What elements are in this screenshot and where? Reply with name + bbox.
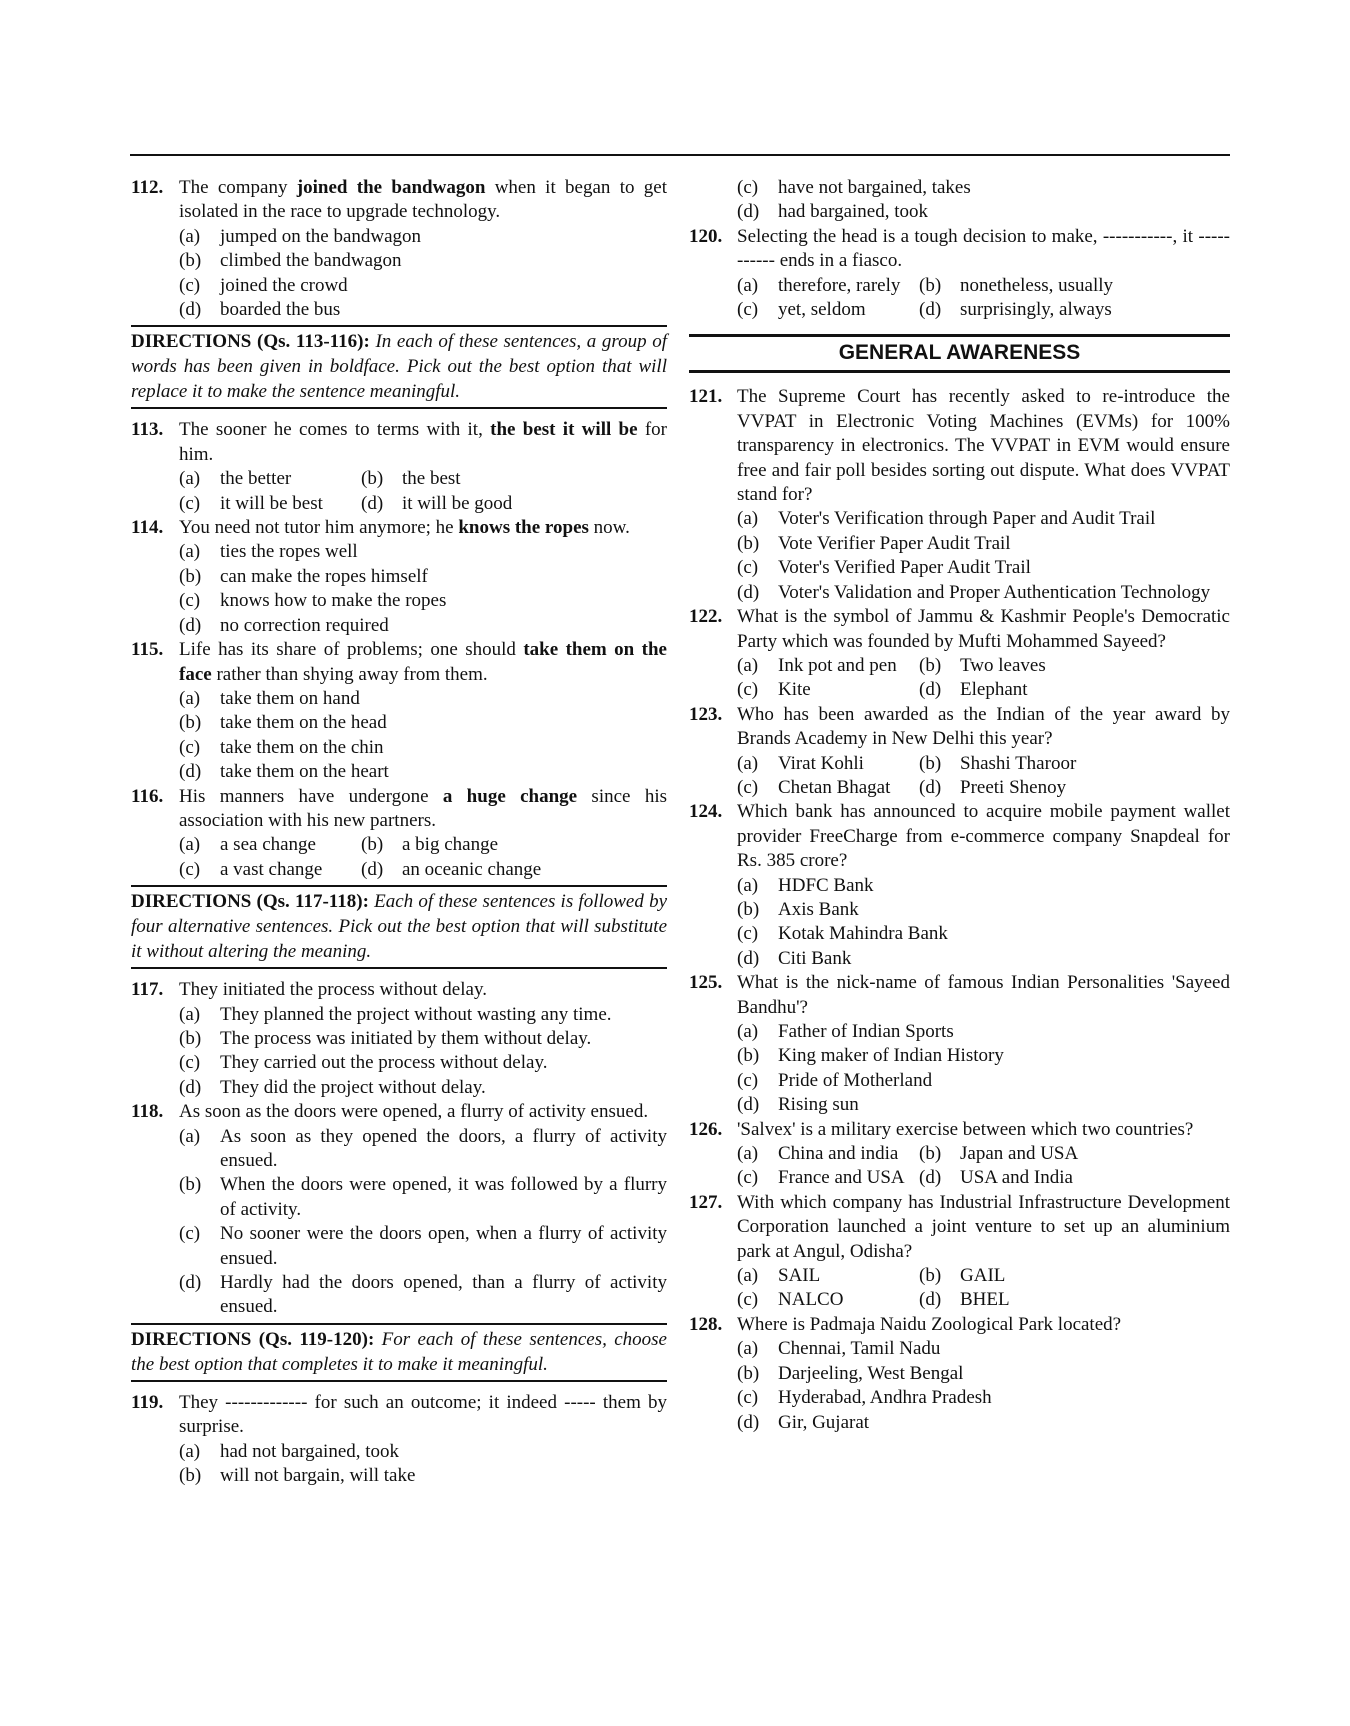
- question-text: What is the nick-name of famous Indian Personalities 'Sayeed Bandhu'?: [737, 972, 1230, 1018]
- question-121: [689, 385, 1230, 507]
- option-c: (c) France and USA: [737, 1167, 905, 1189]
- right-column: [689, 176, 1230, 1435]
- option-a: (a) the better: [179, 468, 292, 490]
- option-c: (c) They carried out the process without delay.: [179, 1052, 548, 1074]
- question-127: [689, 1191, 1230, 1264]
- option-c: (c) Kotak Mahindra Bank: [737, 923, 948, 945]
- directions-119-120: DIRECTIONS (Qs. 119-120): For each of these sentences, choose the best option that completes it to make it meaningful.: [131, 1323, 667, 1382]
- question-number: 118.: [131, 1101, 164, 1123]
- question-number: 125.: [689, 972, 723, 994]
- option-a: (a) had not bargained, took: [179, 1440, 400, 1462]
- option-row: [689, 1166, 1230, 1190]
- option-a: (a) China and india: [737, 1143, 899, 1165]
- question-number: 113.: [131, 419, 164, 441]
- option-row: [689, 752, 1230, 776]
- option-c: (c) Kite: [737, 679, 811, 701]
- question-number: 115.: [131, 639, 164, 661]
- question-114: [131, 516, 667, 540]
- option-row: [689, 776, 1230, 800]
- question-number: 114.: [131, 517, 164, 539]
- option-a: (a) SAIL: [737, 1265, 821, 1287]
- question-123: [689, 703, 1230, 752]
- option-d: (d) Elephant: [919, 679, 1028, 701]
- option-c: (c) knows how to make the ropes: [179, 590, 447, 612]
- question-126: [689, 1118, 1230, 1142]
- question-number: 116.: [131, 785, 164, 807]
- option-c: (c) take them on the chin: [179, 736, 384, 758]
- question-number: 124.: [689, 801, 723, 823]
- option-c: (c) Voter's Verified Paper Audit Trail: [737, 557, 1031, 579]
- question-number: 123.: [689, 703, 723, 725]
- option-d: (d) had bargained, took: [737, 201, 929, 223]
- question-118: [131, 1100, 667, 1124]
- option-d: (d) take them on the heart: [179, 761, 389, 783]
- question-number: 119.: [131, 1391, 164, 1413]
- option-c: (c) Pride of Motherland: [737, 1069, 933, 1091]
- option-c: (c) No sooner were the doors open, when a flurry of activity ensued.: [179, 1223, 667, 1269]
- option-d: (d) it will be good: [361, 492, 513, 514]
- option-d: (d) Hardly had the doors opened, than a flurry of activity ensued.: [179, 1272, 667, 1318]
- option-a: (a) Ink pot and pen: [737, 654, 897, 676]
- option-row: [689, 1288, 1230, 1312]
- top-rule: [130, 154, 1230, 156]
- option-a: (a) They planned the project without wasting any time.: [179, 1003, 612, 1025]
- question-text: What is the symbol of Jammu & Kashmir People's Democratic Party which was founded by Mufti Mohammed Sayeed?: [737, 606, 1230, 652]
- option-a: (a) HDFC Bank: [737, 874, 874, 896]
- option-row: [689, 298, 1230, 322]
- option-b: (b) the best: [361, 468, 461, 490]
- question-119: [131, 1391, 667, 1440]
- question-number: 128.: [689, 1313, 723, 1335]
- question-text: Where is Padmaja Naidu Zoological Park located?: [737, 1313, 1122, 1335]
- option-b: (b) take them on the head: [179, 712, 387, 734]
- option-c: (c) joined the crowd: [179, 274, 348, 296]
- option-d: (d) Rising sun: [737, 1094, 859, 1116]
- option-b: (b) King maker of Indian History: [737, 1045, 1004, 1067]
- option-row: [689, 654, 1230, 678]
- option-row: [689, 1264, 1230, 1288]
- question-128: [689, 1313, 1230, 1337]
- question-125: [689, 971, 1230, 1020]
- option-b: (b) Darjeeling, West Bengal: [737, 1362, 964, 1384]
- option-b: (b) The process was initiated by them without delay.: [179, 1027, 592, 1049]
- option-row: [689, 274, 1230, 298]
- option-b: (b) climbed the bandwagon: [179, 250, 402, 272]
- option-b: (b) GAIL: [919, 1265, 1006, 1287]
- question-text: Life has its share of problems; one should take them on the face rather than shying away from them.: [179, 639, 667, 685]
- option-b: (b) Shashi Tharoor: [919, 752, 1077, 774]
- option-a: (a) Father of Indian Sports: [737, 1021, 954, 1042]
- question-text: Who has been awarded as the Indian of the year award by Brands Academy in New Delhi this year?: [737, 703, 1230, 750]
- option-b: (b) will not bargain, will take: [179, 1465, 416, 1487]
- question-number: 127.: [689, 1191, 723, 1213]
- question-113: [131, 418, 667, 467]
- option-b: (b) Vote Verifier Paper Audit Trail: [737, 532, 1011, 554]
- option-row: [131, 858, 667, 882]
- option-c: (c) a vast change: [179, 858, 323, 880]
- option-a: (a) Chennai, Tamil Nadu: [737, 1338, 941, 1360]
- option-row: [689, 1142, 1230, 1166]
- directions-117-118: DIRECTIONS (Qs. 117-118): Each of these sentences is followed by four alternative sentences. Pick out the best option that will substitute it without altering the meaning.: [131, 885, 667, 969]
- option-d: (d) They did the project without delay.: [179, 1076, 486, 1098]
- option-d: (d) surprisingly, always: [919, 299, 1112, 321]
- option-b: (b) a big change: [361, 834, 499, 856]
- option-a: (a) take them on hand: [179, 687, 360, 709]
- section-heading: GENERAL AWARENESS: [689, 334, 1230, 373]
- option-d: (d) boarded the bus: [179, 299, 341, 321]
- question-117: [131, 978, 667, 1002]
- option-c: (c) yet, seldom: [737, 299, 866, 321]
- question-text: They initiated the process without delay.: [179, 979, 487, 1001]
- question-text: The sooner he comes to terms with it, the best it will be for him.: [179, 419, 667, 465]
- question-number: 122.: [689, 606, 723, 628]
- option-row: [131, 492, 667, 516]
- option-d: (d) Gir, Gujarat: [737, 1411, 870, 1433]
- question-124: [689, 800, 1230, 873]
- option-a: (a) As soon as they opened the doors, a flurry of activity ensued.: [179, 1125, 667, 1171]
- option-d: (d) an oceanic change: [361, 858, 542, 880]
- option-b: (b) Axis Bank: [737, 898, 859, 920]
- option-row: [689, 678, 1230, 702]
- question-number: 121.: [689, 386, 723, 408]
- option-b: (b) can make the ropes himself: [179, 565, 428, 587]
- option-c: (c) Hyderabad, Andhra Pradesh: [737, 1387, 992, 1409]
- option-d: (d) Voter's Validation and Proper Authentication Technology: [737, 581, 1211, 603]
- option-b: (b) nonetheless, usually: [919, 274, 1114, 296]
- option-a: (a) Virat Kohli: [737, 752, 864, 774]
- option-d: (d) USA and India: [919, 1167, 1073, 1189]
- option-d: (d) Citi Bank: [737, 947, 852, 969]
- option-a: (a) therefore, rarely: [737, 274, 901, 296]
- option-a: (a) jumped on the bandwagon: [179, 225, 422, 247]
- option-b: (b) Two leaves: [919, 654, 1046, 676]
- option-d: (d) no correction required: [179, 614, 389, 636]
- option-c: (c) it will be best: [179, 492, 323, 514]
- question-text: Which bank has announced to acquire mobile payment wallet provider FreeCharge from e-commerce company Snapdeal for Rs. 385 crore?: [737, 801, 1230, 872]
- question-text: With which company has Industrial Infrastructure Development Corporation launched a joint venture to set up an aluminium park at Angul, Odisha?: [737, 1191, 1230, 1262]
- question-text: 'Salvex' is a military exercise between which two countries?: [737, 1118, 1194, 1140]
- left-column: [131, 176, 667, 1488]
- question-number: 126.: [689, 1118, 723, 1140]
- question-number: 120.: [689, 225, 723, 247]
- question-text: His manners have undergone a huge change since his association with his new partners.: [179, 785, 667, 831]
- option-c: (c) Chetan Bhagat: [737, 776, 891, 798]
- question-112: [131, 176, 667, 225]
- option-a: (a) ties the ropes well: [179, 541, 358, 563]
- question-number: 112.: [131, 177, 164, 198]
- question-text: You need not tutor him anymore; he knows the ropes now.: [179, 517, 630, 539]
- question-text: As soon as the doors were opened, a flurry of activity ensued.: [179, 1101, 649, 1123]
- option-d: (d) BHEL: [919, 1289, 1010, 1311]
- option-row: [131, 833, 667, 857]
- question-115: [131, 638, 667, 687]
- directions-113-116: DIRECTIONS (Qs. 113-116): In each of these sentences, a group of words has been given in boldface. Pick out the best option that will replace it to make the sentence meaningful.: [131, 325, 667, 409]
- option-c: (c) NALCO: [737, 1289, 844, 1311]
- question-116: [131, 785, 667, 834]
- question-120: [689, 225, 1230, 274]
- option-c: (c) have not bargained, takes: [737, 177, 971, 198]
- question-text: The Supreme Court has recently asked to re-introduce the VVPAT in Electronic Voting Machines (EVMs) for 100% transparency in electronics. The VVPAT in EVM would ensure free and fair poll besides sorting out dispute. What does VVPAT stand for?: [737, 386, 1230, 506]
- option-b: (b) When the doors were opened, it was followed by a flurry of activity.: [179, 1174, 667, 1220]
- question-number: 117.: [131, 979, 164, 1001]
- question-text: The company joined the bandwagon when it began to get isolated in the race to upgrade technology.: [179, 177, 667, 223]
- option-row: [131, 467, 667, 491]
- option-b: (b) Japan and USA: [919, 1143, 1079, 1165]
- question-text: Selecting the head is a tough decision to make, -----------, it ----------- ends in a fiasco.: [737, 225, 1230, 272]
- option-a: (a) a sea change: [179, 834, 316, 856]
- question-122: [689, 605, 1230, 654]
- question-text: They ------------- for such an outcome; it indeed ----- them by surprise.: [179, 1391, 667, 1438]
- option-d: (d) Preeti Shenoy: [919, 776, 1067, 798]
- option-a: (a) Voter's Verification through Paper and Audit Trail: [737, 508, 1156, 530]
